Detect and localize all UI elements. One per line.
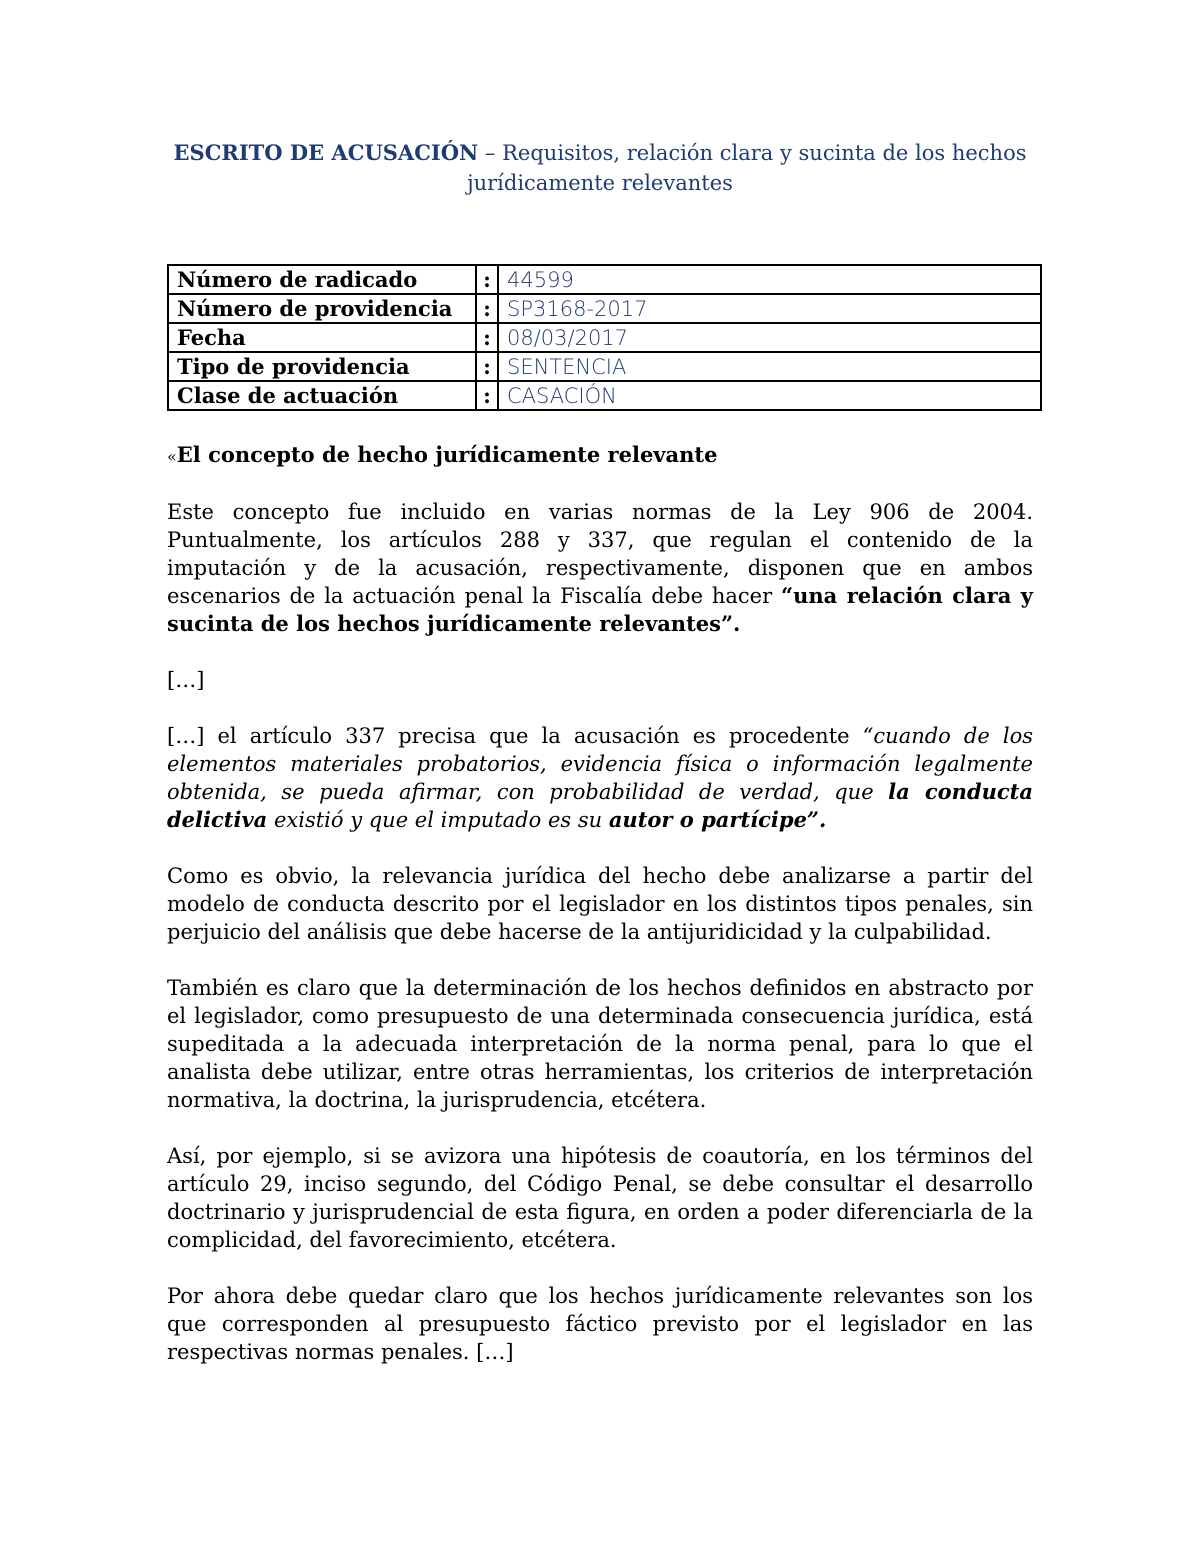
table-row <box>168 294 1041 323</box>
section-heading <box>167 441 1033 471</box>
paragraph-2 <box>167 666 1033 694</box>
paragraph-3-quote-cont: existió y que el imputado es su <box>267 808 609 832</box>
meta-value: SP3168-2017 <box>498 294 1041 323</box>
section-heading-text: El concepto de hecho jurídicamente relevante <box>176 442 718 467</box>
meta-separator: : <box>476 265 498 294</box>
paragraph-6: Así, por ejemplo, si se avizora una hipótesis de coautoría, en los términos del artículo 29, inciso segundo, del Código Penal, se debe consultar el desarrollo doctrinario y jurisprudencial de esta figura, en orden a poder diferenciarla de la complicidad, del favorecimiento, etcétera. <box>167 1144 1033 1252</box>
paragraph-1 <box>167 498 1033 638</box>
meta-value: CASACIÓN <box>498 381 1041 410</box>
meta-label: Fecha <box>168 323 476 352</box>
meta-separator: : <box>476 352 498 381</box>
paragraph-3-quote: “cuando de los elementos materiales probatorios, evidencia física o información legalmente obtenida, se pueda afirmar, con probabilidad de verdad, que <box>167 724 1033 804</box>
paragraph-7: Por ahora debe quedar claro que los hechos jurídicamente relevantes son los que corresponden al presupuesto fáctico previsto por el legislador en las respectivas normas penales. […] <box>167 1284 1033 1364</box>
table-row <box>168 323 1041 352</box>
meta-label: Número de providencia <box>168 294 476 323</box>
meta-separator: : <box>476 323 498 352</box>
opening-quote-mark: « <box>167 447 177 466</box>
paragraph-3 <box>167 722 1033 834</box>
table-row <box>168 265 1041 294</box>
meta-separator: : <box>476 294 498 323</box>
meta-value: 08/03/2017 <box>498 323 1041 352</box>
meta-value: SENTENCIA <box>498 352 1041 381</box>
paragraph-3-emphasis-2: autor o partícipe”. <box>608 807 827 832</box>
table-row <box>168 352 1041 381</box>
paragraph-5: También es claro que la determinación de los hechos definidos en abstracto por el legislador, como presupuesto de una determinada consecuencia jurídica, está supeditada a la adecuada interpretación de la norma penal, para lo que el analista debe utilizar, entre otras herramientas, los criterios de interpretación normativa, la doctrina, la jurisprudencia, etcétera. <box>167 976 1033 1112</box>
title-dash: – <box>478 141 503 165</box>
document-page <box>167 138 1033 1366</box>
meta-separator: : <box>476 381 498 410</box>
paragraph-1-quote: “una relación clara y sucinta de los hechos jurídicamente relevantes”. <box>167 583 1034 636</box>
metadata-table <box>167 264 1042 411</box>
paragraph-3-text: […] el artículo 337 precisa que la acusación es procedente <box>167 724 863 748</box>
meta-label: Número de radicado <box>168 265 476 294</box>
meta-value: 44599 <box>498 265 1041 294</box>
paragraph-4: Como es obvio, la relevancia jurídica del hecho debe analizarse a partir del modelo de conducta descrito por el legislador en los distintos tipos penales, sin perjuicio del análisis que debe hacerse de la antijuridicidad y la culpabilidad. <box>167 864 1033 944</box>
ellipsis-marker: […] <box>167 668 205 692</box>
paragraph-3-emphasis-1: la conducta delictiva <box>167 779 1033 832</box>
meta-label: Clase de actuación <box>168 381 476 410</box>
document-title <box>167 138 1033 198</box>
title-strong: ESCRITO DE ACUSACIÓN <box>173 140 479 165</box>
meta-label: Tipo de providencia <box>168 352 476 381</box>
paragraph-1-text: Este concepto fue incluido en varias normas de la Ley 906 de 2004. Puntualmente, los artículos 288 y 337, que regulan el contenido de la imputación y de la acusación, respectivamente, disponen que en ambos escenarios de la actuación penal la Fiscalía debe hacer <box>167 500 1033 608</box>
title-rest: Requisitos, relación clara y sucinta de los hechos jurídicamente relevantes <box>467 141 1027 195</box>
table-row <box>168 381 1041 410</box>
